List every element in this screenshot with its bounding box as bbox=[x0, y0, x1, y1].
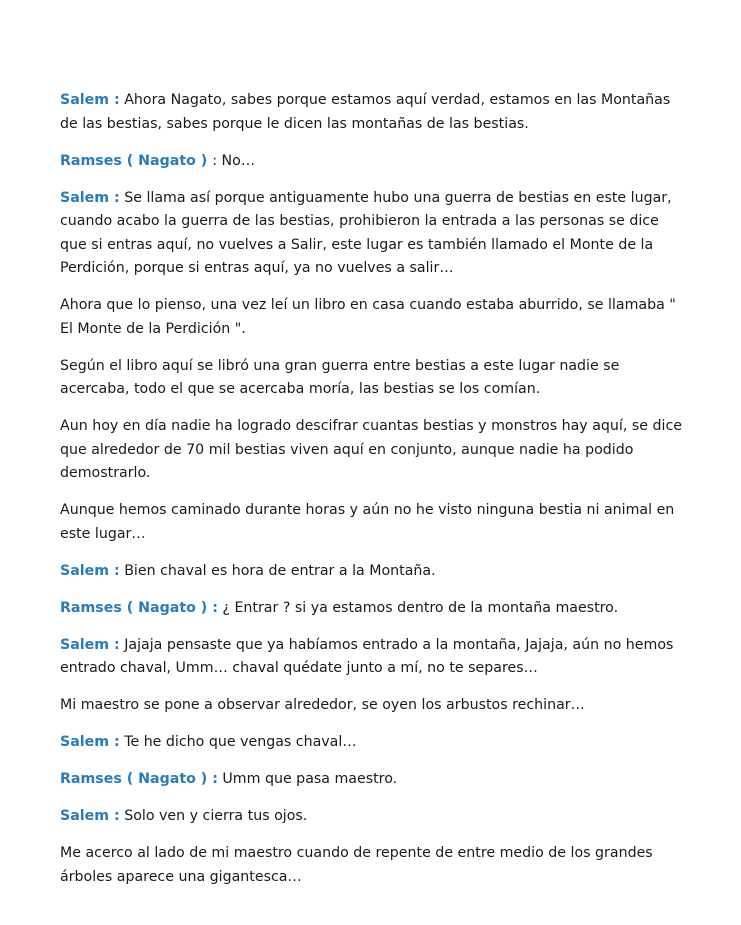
paragraph bbox=[60, 597, 690, 621]
paragraph bbox=[60, 187, 690, 281]
paragraph bbox=[60, 694, 690, 718]
paragraph-text: Solo ven y cierra tus ojos. bbox=[119, 808, 308, 824]
speaker-label: Ramses ( Nagato ) bbox=[60, 152, 213, 169]
paragraph bbox=[60, 842, 690, 889]
paragraph-text: Me acerco al lado de mi maestro cuando de repente de entre medio de los grandes árboles aparece una gigantesca… bbox=[60, 845, 653, 885]
speaker-label: Ramses ( Nagato ) : bbox=[60, 599, 218, 616]
paragraph-text: Ahora que lo pienso, una vez leí un libro en casa cuando estaba aburrido, se llamaba " El Monte de la Perdición ". bbox=[60, 297, 676, 337]
paragraph-text: Te he dicho que vengas chaval… bbox=[119, 734, 357, 750]
paragraph-text: Ahora Nagato, sabes porque estamos aquí verdad, estamos en las Montañas de las bestias, sabes porque le dicen las montañas de las bestias. bbox=[60, 92, 671, 132]
paragraph bbox=[60, 805, 690, 829]
paragraph bbox=[60, 355, 690, 402]
paragraph-text: Se llama así porque antiguamente hubo una guerra de bestias en este lugar, cuando acabo la guerra de las bestias, prohibieron la entrada a las personas se dice que si entras aquí, no vuelves a Salir, este lugar es también llamado el Monte de la Perdición, porque si entras aquí, ya no vuelves a salir… bbox=[60, 189, 672, 276]
paragraph-text: : No… bbox=[212, 152, 256, 169]
paragraph bbox=[60, 499, 690, 546]
speaker-label: Ramses ( Nagato ) : bbox=[60, 771, 218, 787]
paragraph bbox=[60, 294, 690, 341]
speaker-label: Salem : bbox=[60, 189, 120, 206]
paragraph-text: Bien chaval es hora de entrar a la Montaña. bbox=[119, 562, 436, 579]
speaker-label: Salem : bbox=[60, 92, 120, 108]
document-body bbox=[60, 89, 690, 903]
paragraph-text: Jajaja pensaste que ya habíamos entrado a la montaña, Jajaja, aún no hemos entrado chaval, Umm… chaval quédate junto a mí, no te separes… bbox=[60, 636, 674, 676]
paragraph-text: Según el libro aquí se libró una gran guerra entre bestias a este lugar nadie se acercaba, todo el que se acercaba moría, las bestias se los comían. bbox=[60, 357, 620, 397]
paragraph bbox=[60, 731, 690, 755]
paragraph-text: ¿ Entrar ? si ya estamos dentro de la montaña maestro. bbox=[217, 599, 619, 616]
paragraph-text: Aun hoy en día nadie ha logrado descifrar cuantas bestias y monstros hay aquí, se dice que alrededor de 70 mil bestias viven aquí en conjunto, aunque nadie ha podido demostrarlo. bbox=[60, 418, 682, 481]
speaker-label: Salem : bbox=[60, 562, 120, 579]
speaker-label: Salem : bbox=[60, 808, 120, 824]
speaker-label: Salem : bbox=[60, 636, 120, 653]
paragraph bbox=[60, 415, 690, 486]
paragraph bbox=[60, 768, 690, 792]
paragraph-text: Umm que pasa maestro. bbox=[217, 771, 398, 787]
paragraph bbox=[60, 89, 690, 136]
paragraph bbox=[60, 560, 690, 584]
paragraph bbox=[60, 150, 690, 174]
paragraph-text: Mi maestro se pone a observar alrededor, se oyen los arbustos rechinar… bbox=[60, 697, 585, 713]
paragraph-text: Aunque hemos caminado durante horas y aún no he visto ninguna bestia ni animal en este lugar… bbox=[60, 502, 675, 542]
paragraph bbox=[60, 634, 690, 681]
speaker-label: Salem : bbox=[60, 734, 120, 750]
